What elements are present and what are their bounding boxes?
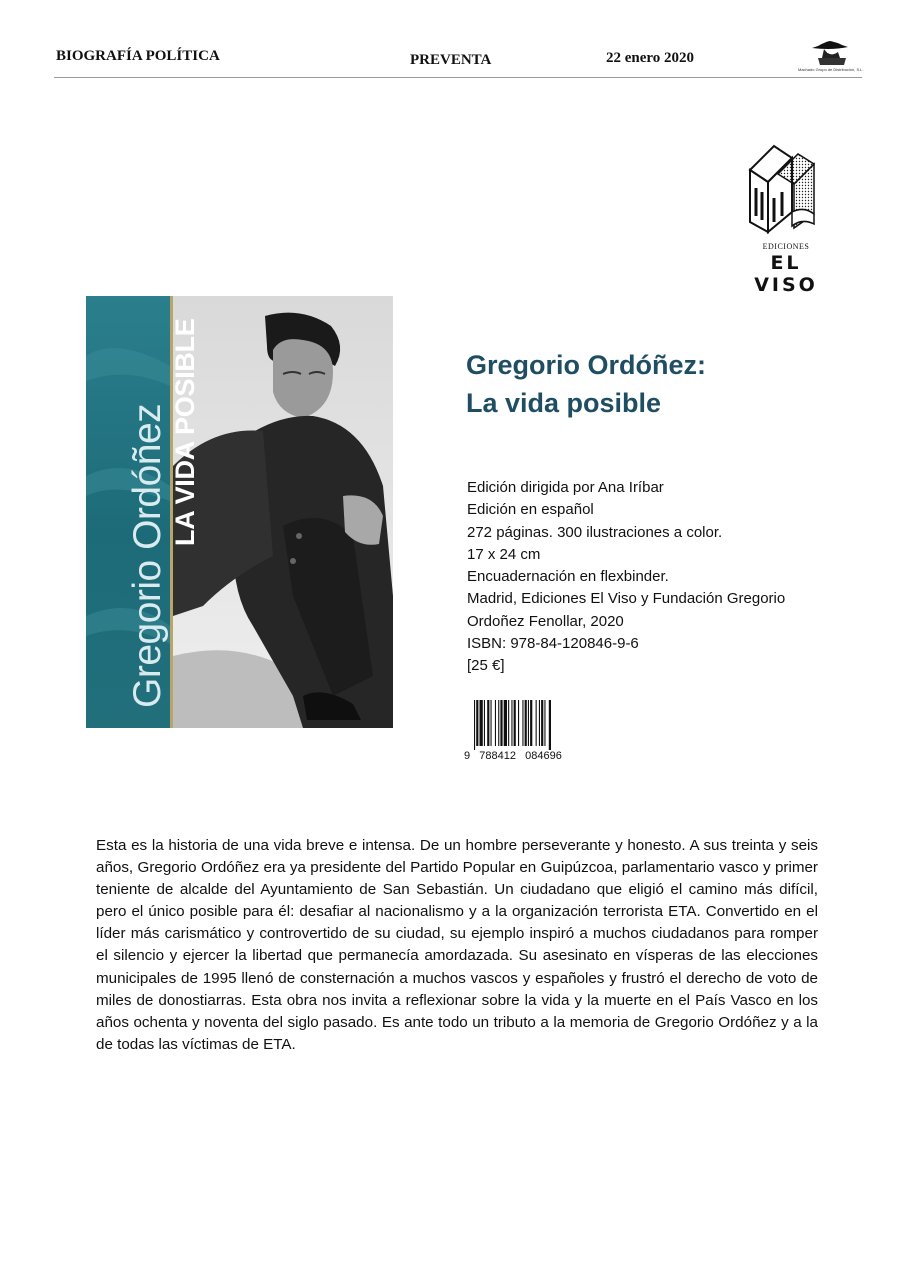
spec-pages: 272 páginas. 300 ilustraciones a color. bbox=[467, 523, 723, 541]
barcode-bar bbox=[500, 700, 502, 746]
barcode-bar bbox=[476, 700, 478, 746]
barcode-bar bbox=[549, 700, 551, 750]
book-cover bbox=[86, 296, 393, 728]
barcode-bar bbox=[518, 700, 519, 746]
building-icon bbox=[738, 142, 834, 240]
barcode-bar bbox=[525, 700, 527, 746]
spec-publisher-cont: Ordoñez Fenollar, 2020 bbox=[467, 612, 624, 630]
book-title-line1: Gregorio Ordóñez: bbox=[466, 350, 707, 380]
spec-price: [25 €] bbox=[467, 657, 505, 675]
spec-publisher: Madrid, Ediciones El Viso y Fundación Gregorio bbox=[467, 590, 786, 608]
book-description: Esta es la historia de una vida breve e intensa. De un hombre perseverante y honesto. A sus treinta y seis años, Gregorio Ordóñez era ya presidente del Partido Popular en Guipúzcoa, parlamentario vasco y primer teniente de alcalde del Ayuntamiento de San Sebastián. Un ciudadano que eligió el camino más difícil, pero el único posible para él: desafiar al nacionalismo y a la organización terrorista ETA. Convertido en el líder más carismático y controvertido de su ciudad, su ejemplo inspiró a muchos ciudadanos para romper el silencio y ejercer la libertad que permanecía amordazada. Su asesinato en vísperas de las elecciones municipales de 1995 llenó de consternación a muchos vascos y españoles y frustró el derecho de voto de miles de donostiarras. Esta obra nos invita a reflexionar sobre la vida y la muerte en el País Vasco en los años ochenta y noventa del siglo pasado. Es ante todo un tributo a la memoria de Gregorio Ordóñez y a la de todas las víctimas de ETA. bbox=[96, 837, 818, 1053]
barcode-bar bbox=[487, 700, 489, 746]
barcode-bar bbox=[539, 700, 540, 746]
barcode-bar bbox=[491, 700, 492, 746]
hat-man-icon bbox=[798, 32, 862, 66]
book-specs bbox=[467, 477, 827, 678]
distributor-logo bbox=[798, 32, 862, 74]
barcode-bar bbox=[495, 700, 496, 746]
cover-title: LA VIDA POSIBLE bbox=[170, 318, 200, 546]
barcode-bar bbox=[484, 700, 485, 746]
publisher-small: EDICIONES bbox=[762, 242, 810, 251]
publisher-name: EL VISO bbox=[754, 252, 818, 296]
barcode-bar bbox=[522, 700, 523, 746]
barcode-bar bbox=[508, 700, 509, 746]
barcode-bar bbox=[536, 700, 537, 746]
barcode-bar bbox=[514, 700, 516, 746]
barcode-bar bbox=[504, 700, 507, 746]
barcode-bar bbox=[530, 700, 532, 746]
barcode-bar bbox=[511, 700, 512, 746]
book-title bbox=[466, 346, 826, 422]
header-divider bbox=[54, 77, 862, 78]
cover-author: Gregorio Ordóñez bbox=[126, 403, 169, 708]
barcode-bars bbox=[464, 700, 598, 750]
spec-binding: Encuadernación en flexbinder. bbox=[467, 568, 669, 586]
header-category: BIOGRAFÍA POLÍTICA bbox=[56, 48, 220, 64]
spec-language: Edición en español bbox=[467, 501, 594, 519]
header-date: 22 enero 2020 bbox=[606, 50, 695, 66]
publisher-logo bbox=[738, 142, 834, 296]
barcode-bar bbox=[528, 700, 529, 746]
spec-editor: Edición dirigida por Ana Iríbar bbox=[467, 479, 664, 496]
barcode-bar bbox=[498, 700, 499, 746]
spec-isbn: ISBN: 978-84-120846-9-6 bbox=[467, 635, 639, 653]
book-title-line2: La vida posible bbox=[466, 388, 662, 418]
barcode bbox=[464, 700, 598, 766]
barcode-bar bbox=[474, 700, 475, 750]
header-preventa: PREVENTA bbox=[410, 52, 492, 68]
cover-photo bbox=[173, 296, 393, 728]
distributor-text: Machado Grupo de Distribución, S.L. bbox=[798, 67, 864, 72]
barcode-bar bbox=[544, 700, 545, 746]
barcode-bar bbox=[480, 700, 483, 746]
barcode-bar bbox=[541, 700, 543, 746]
spec-size: 17 x 24 cm bbox=[467, 545, 541, 563]
barcode-digits: 9 788412 084696 bbox=[464, 750, 562, 762]
